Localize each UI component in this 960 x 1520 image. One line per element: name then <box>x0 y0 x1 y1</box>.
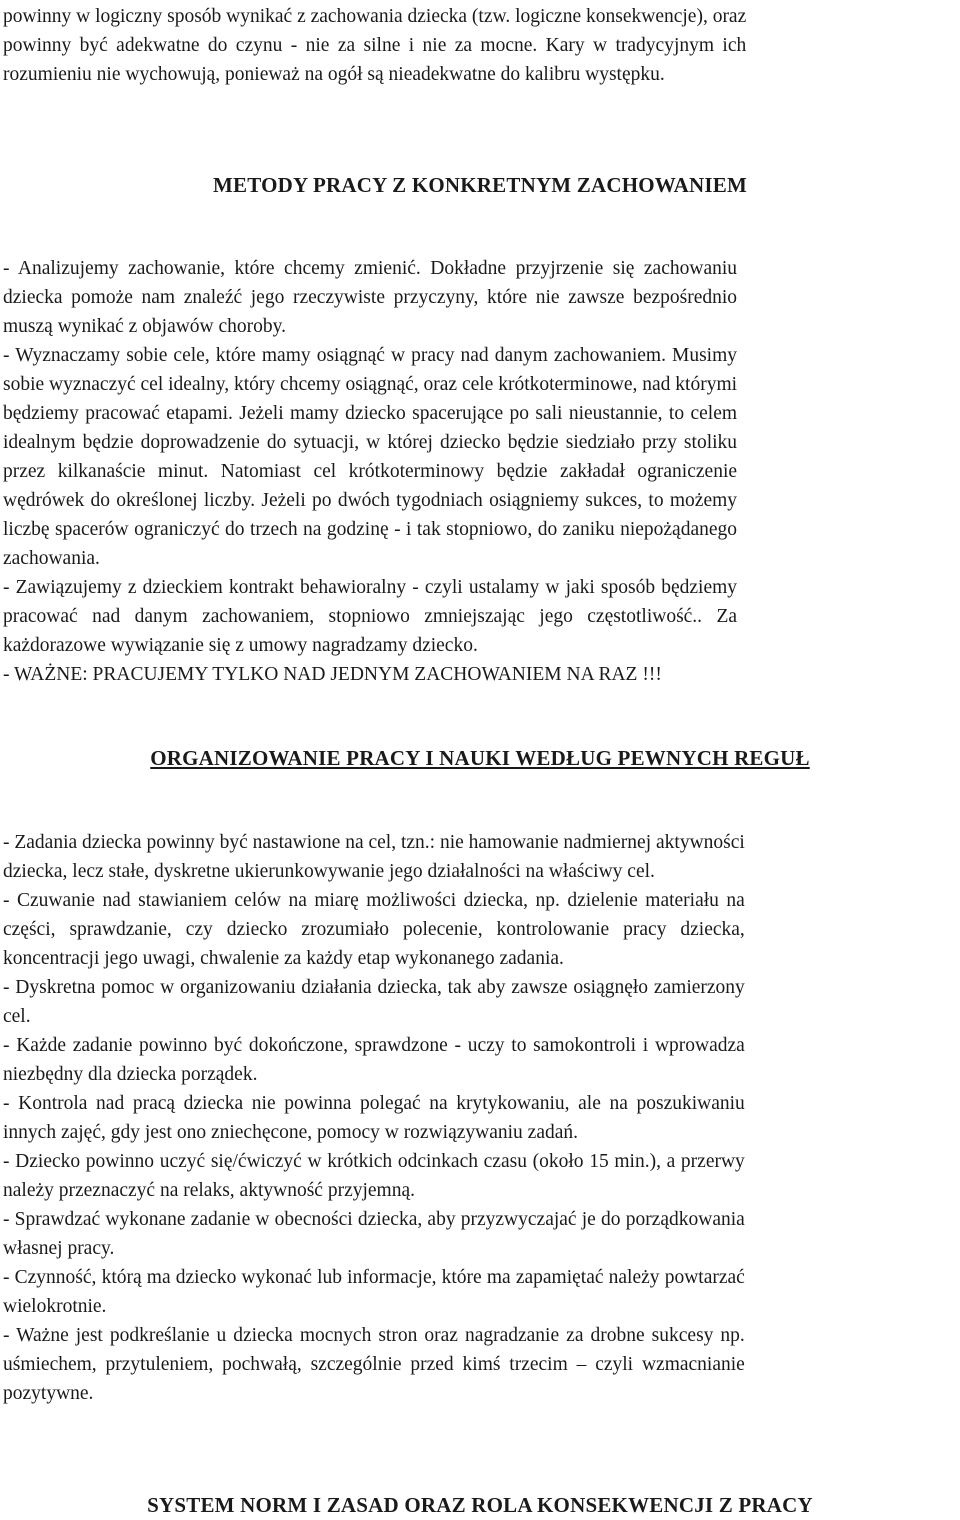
text-line: - Wyznaczamy sobie cele, które mamy osiągnąć w pracy nad danym zachowaniem. Musimy <box>3 345 738 366</box>
text-line: idealnym będzie doprowadzenie do sytuacji, w której dziecko będzie siedziało przy stoliku <box>3 432 738 453</box>
text-line: - Analizujemy zachowanie, które chcemy zmienić. Dokładne przyjrzenie się zachowaniu <box>3 258 738 279</box>
text-line: cel. <box>3 1006 31 1027</box>
heading-text: ORGANIZOWANIE PRACY I NAUKI WEDŁUG PEWNYCH REGUŁ <box>150 746 810 770</box>
text-line: będziemy pracować etapami. Jeżeli mamy dziecko spacerujące po sali nieustannie, to celem <box>3 403 738 424</box>
text-line: - WAŻNE: PRACUJEMY TYLKO NAD JEDNYM ZACHOWANIEM NA RAZ !!! <box>3 664 662 685</box>
intro-paragraph <box>3 2 746 89</box>
section-heading-system <box>3 1491 957 1519</box>
text-line: przez kilkanaście minut. Natomiast cel krótkoterminowy będzie zakładał ograniczenie <box>3 461 738 482</box>
section-heading-organizowanie <box>3 744 957 772</box>
text-line: rozumieniu nie wychowują, ponieważ na ogół są nieadekwatne do kalibru występku. <box>3 64 665 85</box>
text-line: wielokrotnie. <box>3 1296 107 1317</box>
text-line: części, sprawdzanie, czy dziecko zrozumiało polecenie, kontrolowanie pracy dziecka, <box>3 919 745 940</box>
section-heading-metody <box>3 171 957 199</box>
text-line: należy przeznaczyć na relaks, aktywność przyjemną. <box>3 1180 415 1201</box>
text-line: - Każde zadanie powinno być dokończone, sprawdzone - uczy to samokontroli i wprowadza <box>3 1035 745 1056</box>
text-line: - Czynność, którą ma dziecko wykonać lub informacje, które ma zapamiętać należy powtarzać <box>3 1267 745 1288</box>
text-line: - Zadania dziecka powinny być nastawione na cel, tzn.: nie hamowanie nadmiernej aktywności <box>3 832 745 853</box>
heading-text: SYSTEM NORM I ZASAD ORAZ ROLA KONSEKWENCJI Z PRACY <box>147 1493 813 1517</box>
text-line: pracować nad danym zachowaniem, stopniowo zmniejszając jego częstotliwość.. Za <box>3 606 738 627</box>
text-line: uśmiechem, przytuleniem, pochwałą, szczególnie przed kimś trzecim – czyli wzmacnianie <box>3 1354 745 1375</box>
text-line: każdorazowe wywiązanie się z umowy nagradzamy dziecko. <box>3 635 478 656</box>
text-line: liczbę spacerów ograniczyć do trzech na godzinę - i tak stopniowo, do zaniku niepożądanego <box>3 519 738 540</box>
text-line: dziecka, lecz stałe, dyskretne ukierunkowywanie jego działalności na właściwy cel. <box>3 861 655 882</box>
text-line: dziecka pomoże nam znaleźć jego rzeczywiste przyczyny, które nie zawsze bezpośrednio <box>3 287 738 308</box>
text-line: niezbędny dla dziecka porządek. <box>3 1064 258 1085</box>
text-line: pozytywne. <box>3 1383 94 1404</box>
text-line: - Sprawdzać wykonane zadanie w obecności dziecka, aby przyzwyczajać je do porządkowania <box>3 1209 745 1230</box>
text-line: - Dziecko powinno uczyć się/ćwiczyć w krótkich odcinkach czasu (około 15 min.), a przerwy <box>3 1151 745 1172</box>
text-line: powinny w logiczny sposób wynikać z zachowania dziecka (tzw. logiczne konsekwencje), oraz <box>3 6 747 27</box>
organizowanie-body <box>3 828 745 1408</box>
heading-text: METODY PRACY Z KONKRETNYM ZACHOWANIEM <box>213 173 747 197</box>
text-line: - Kontrola nad pracą dziecka nie powinna polegać na krytykowaniu, ale na poszukiwaniu <box>3 1093 745 1114</box>
text-line: innych zajęć, gdy jest ono zniechęcone, pomocy w rozwiązywaniu zadań. <box>3 1122 579 1143</box>
text-line: wędrówek do określonej liczby. Jeżeli po dwóch tygodniach osiągniemy sukces, to możemy <box>3 490 738 511</box>
text-line: powinny być adekwatne do czynu - nie za silne i nie za mocne. Kary w tradycyjnym ich <box>3 35 747 56</box>
text-line: sobie wyznaczyć cel idealny, który chcemy osiągnąć, oraz cele krótkoterminowe, nad którymi <box>3 374 738 395</box>
metody-body <box>3 254 737 689</box>
text-line: zachowania. <box>3 548 100 569</box>
text-line: własnej pracy. <box>3 1238 115 1259</box>
text-line: koncentracji jego uwagi, chwalenie za każdy etap wykonanego zadania. <box>3 948 564 969</box>
text-line: - Ważne jest podkreślanie u dziecka mocnych stron oraz nagradzanie za drobne sukcesy np. <box>3 1325 745 1346</box>
text-line: - Dyskretna pomoc w organizowaniu działania dziecka, tak aby zawsze osiągnęło zamierzony <box>3 977 745 998</box>
text-line: - Zawiązujemy z dzieckiem kontrakt behawioralny - czyli ustalamy w jaki sposób będziemy <box>3 577 738 598</box>
text-line: muszą wynikać z objawów choroby. <box>3 316 287 337</box>
text-line: - Czuwanie nad stawianiem celów na miarę możliwości dziecka, np. dzielenie materiału na <box>3 890 745 911</box>
